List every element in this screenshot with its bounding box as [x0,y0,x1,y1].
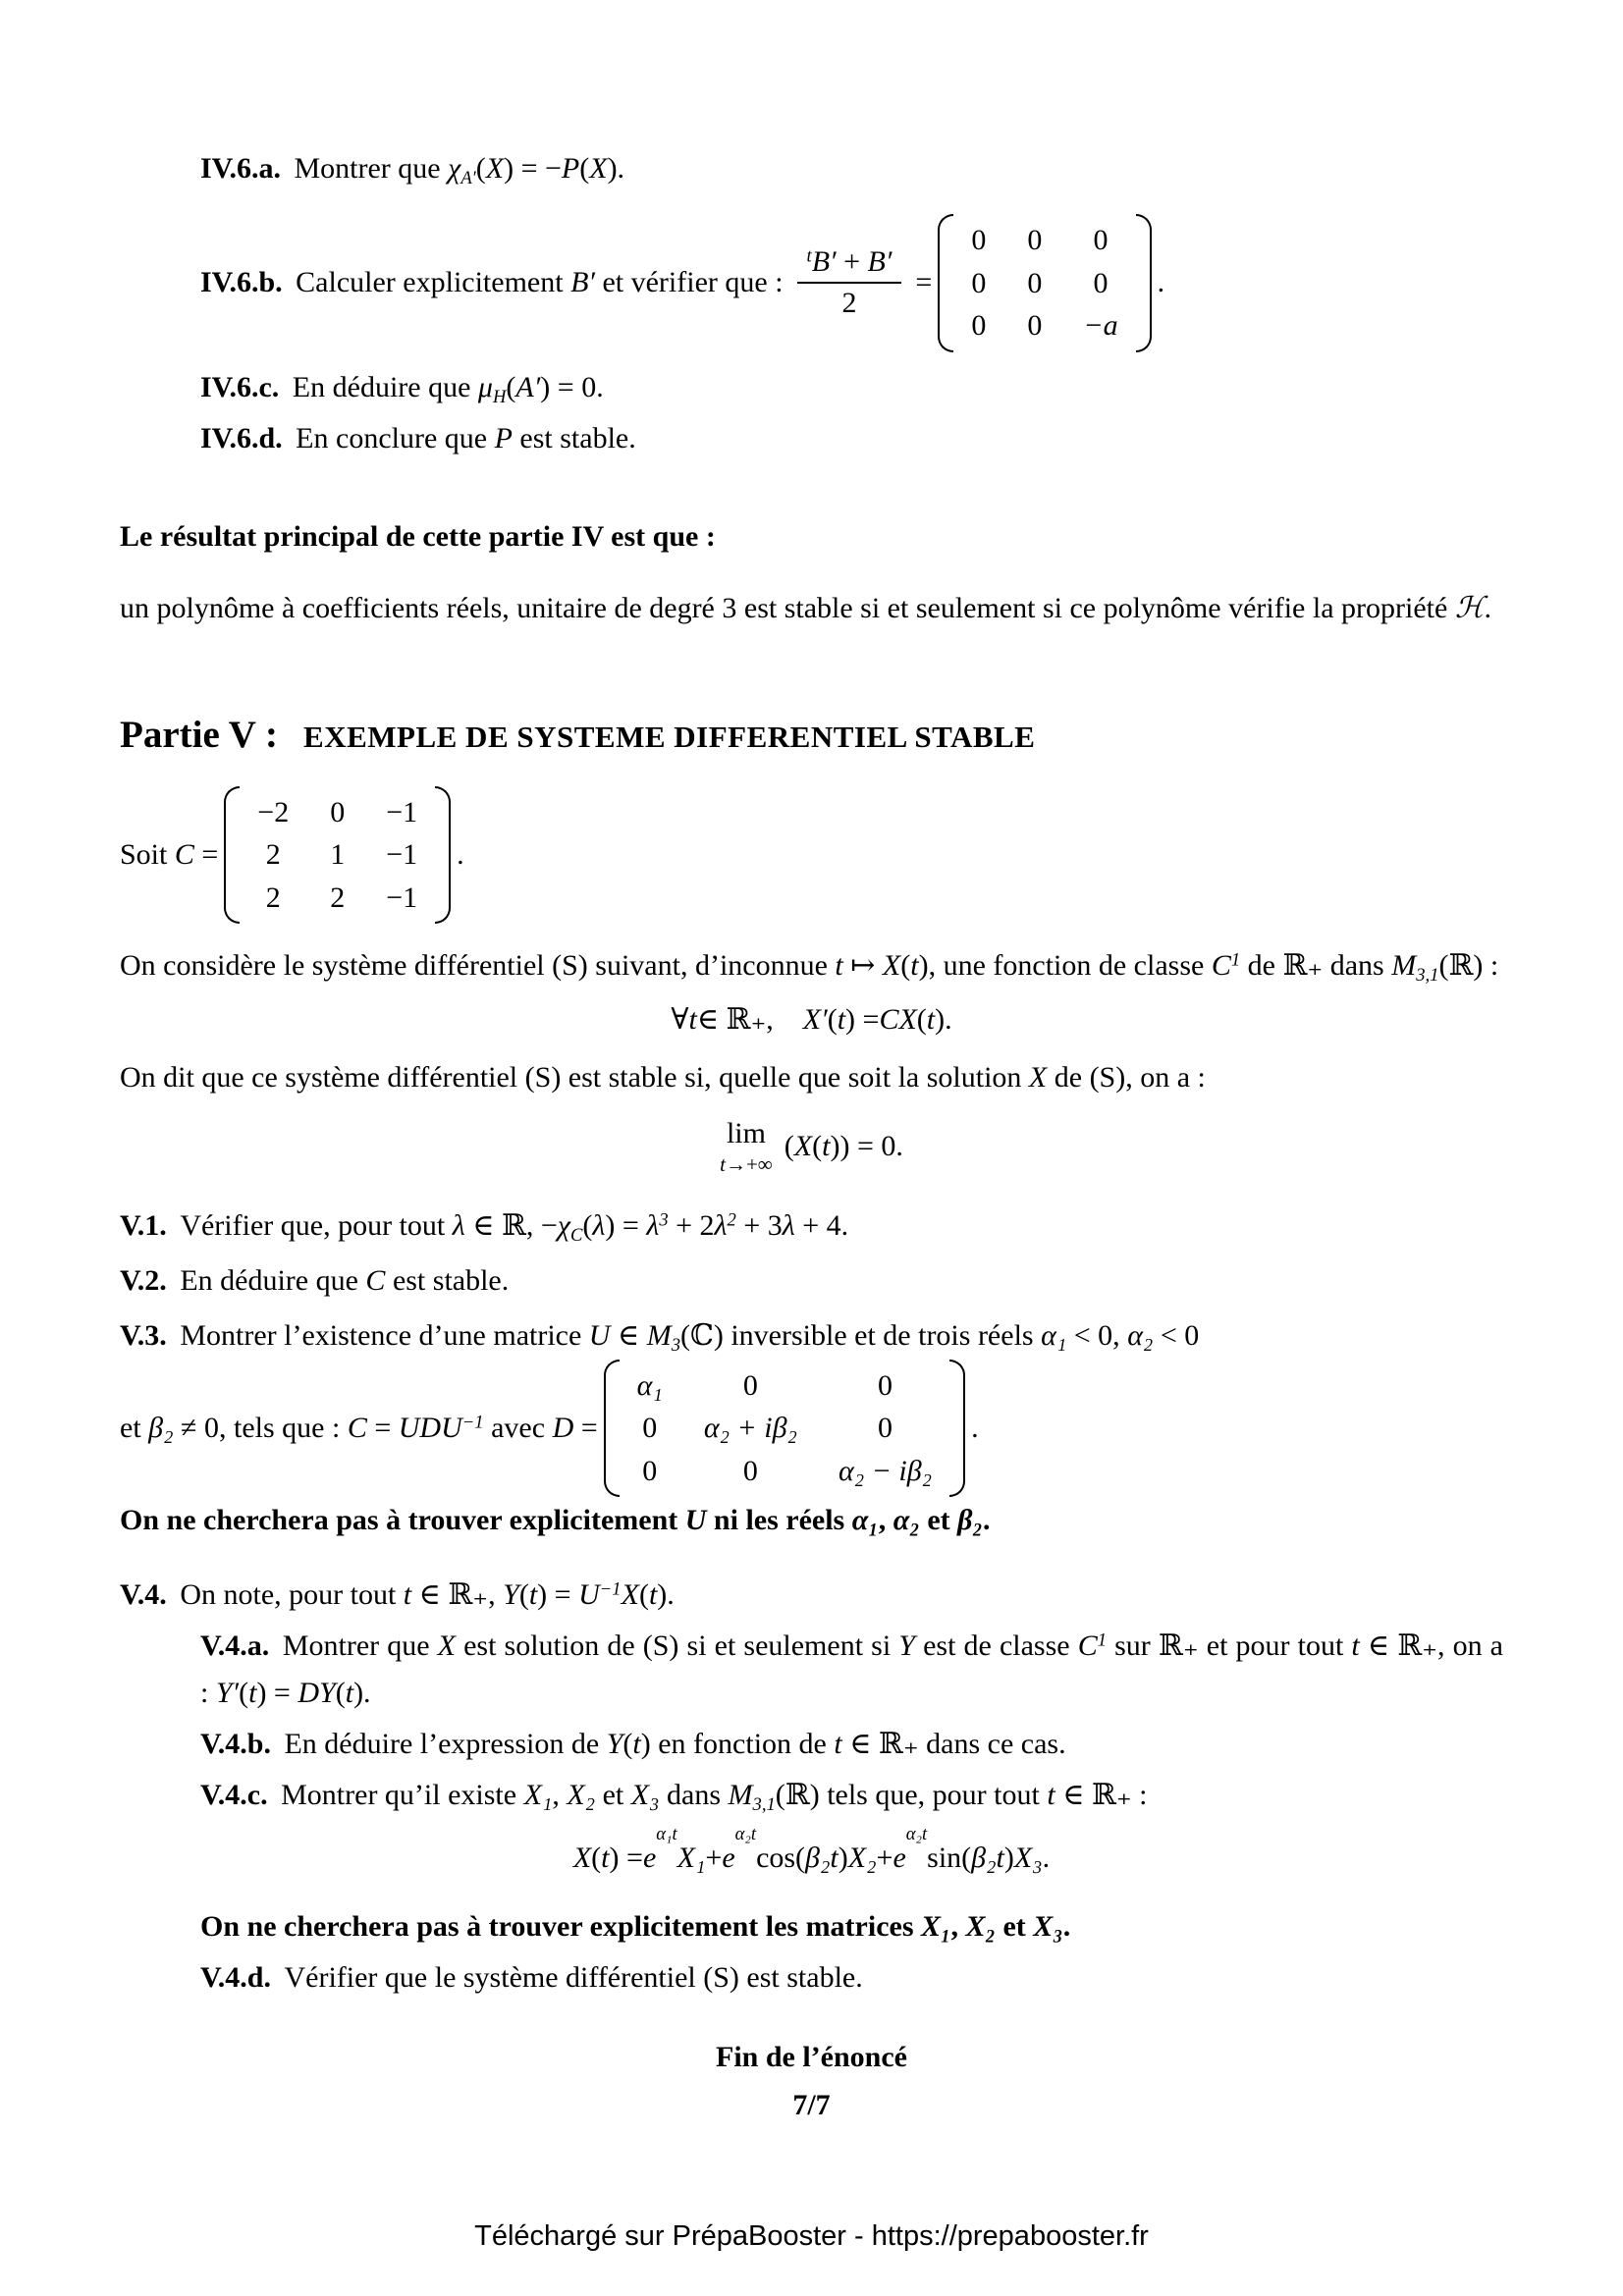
warning-no-explicit-u: On ne cherchera pas à trouver explicitement U ni les réels α₁, α₂ et β₂. [120,1504,991,1537]
question-iv6d [120,415,1503,462]
matrix-d [604,1360,965,1498]
question-v4 [120,1572,1503,1619]
matrix-cell: α₂ + iβ₂ [703,1412,797,1445]
period: . [1157,266,1165,299]
question-v4d-label: V.4.d. [200,1961,271,1995]
paren-right-icon [1136,214,1152,352]
period: . [457,837,464,871]
question-v4-label: V.4. [120,1578,167,1612]
footer-credit: Téléchargé sur PrépaBooster - https://prepabooster.fr [474,2220,1149,2252]
solution-equation: X ( t ) = e α₁t X₁ + e α₂t cos( β₂t ) X₂ + e α₂t sin( β₂t ) X₃ . [572,1824,1051,1875]
matrix-symmetric-result [938,214,1151,352]
lim-word: lim [726,1116,766,1149]
question-iv6b-text: Calculer explicitement B′ et vérifier que : [296,266,784,299]
d-matrix-intro: et β₂ ≠ 0, tels que : $C = UDU^{-1}$ avec D = [120,1412,598,1445]
matrix-cells [627,1360,942,1498]
question-iv6d-label: IV.6.d. [200,421,283,454]
matrix-cell: 0 [1093,224,1109,256]
paren-right-icon [435,786,451,925]
fraction-denominator: 2 [841,287,857,320]
limit-expression: (X(t)) = 0. [784,1130,903,1163]
question-iv6c [120,364,1503,411]
end-of-statement: Fin de l’énoncé [716,2041,907,2074]
matrix-cell: −2 [257,795,290,828]
limit-equation [120,1116,1503,1176]
matrix-cells [961,214,1127,352]
matrix-cell: 0 [1027,266,1043,299]
period: . [971,1412,979,1445]
question-iv6b [120,214,1503,352]
matrix-cell: 0 [878,1368,893,1402]
question-iv6d-text: En conclure que P est stable. [296,421,636,454]
part-v-title: EXEMPLE DE SYSTEME DIFFERENTIEL STABLE [303,719,1036,754]
question-v2 [120,1257,1503,1305]
lim-subscript: t→+∞ [720,1151,773,1176]
question-v4a-text: Montrer que X est solution de (S) si et seulement si Y est de classe $C^1$ sur ℝ₊ et pour tout t ∈ ℝ₊, on a : Y′(t) = DY(t). [200,1629,1503,1710]
question-v4a [120,1623,1503,1717]
matrix-cell: 0 [1027,224,1043,256]
page-number: 7/7 [792,2089,831,2121]
limit-operator [720,1116,773,1176]
matrix-cell: 2 [265,881,281,914]
matrix-cell: 0 [1027,309,1043,342]
paren-left-icon [604,1360,620,1498]
result-heading: Le résultat principal de cette partie IV est que : [120,519,716,553]
paren-right-icon [949,1360,965,1498]
matrix-cell: α₁ [636,1368,663,1402]
matrix-cell: −1 [386,881,418,914]
question-v4d-text: Vérifier que le système différentiel (S) est stable. [284,1961,863,1995]
matrix-cell: 2 [330,881,346,914]
part-v-label: Partie V : [120,713,279,756]
matrix-cell: 0 [742,1454,758,1487]
matrix-cell: 0 [971,309,987,342]
question-v1-label: V.1. [120,1208,167,1242]
fraction-tb-plus-b-over-2 [797,245,902,320]
matrix-cell: −1 [386,838,418,872]
question-iv6c-label: IV.6.c. [200,370,280,403]
matrix-cell: α₂ − iβ₂ [838,1454,933,1487]
matrix-cell: 0 [878,1412,893,1445]
definition-matrix-d [120,1360,1503,1498]
paren-left-icon [224,786,240,925]
matrix-cell: 0 [642,1454,658,1487]
question-v3-text: Montrer l’existence d’une matrice U ∈ $M_3(ℂ)$ inversible et de trois réels α₁ < 0, α₂ < 0 [180,1318,1200,1356]
question-v4-text: On note, pour tout t ∈ ℝ₊, $Y(t) = U^{-1}X(t)$. [180,1578,675,1612]
system-equation: ∀ t ∈ ℝ₊, X′ ( t ) = CX ( t ). [671,1002,952,1036]
system-intro: On considère le système différentiel (S) suivant, d’inconnue t ↦ X(t), une fonction de classe $C^1$ de ℝ₊ dans $M_{3,1}(ℝ)$ : [120,949,1499,987]
question-iv6c-text: En déduire que $\mu_H(A') = 0$. [292,370,604,407]
question-v4c-text: Montrer qu’il existe X₁, X₂ et X₃ dans $M_{3,1}(ℝ)$ tels que, pour tout t ∈ ℝ₊ : [281,1779,1148,1816]
question-v4d [120,1954,1503,2002]
matrix-cell: −a [1083,309,1118,342]
fraction-numerator: $^t$B′ + B′ [797,245,902,284]
matrix-cell: −1 [386,795,418,828]
result-body: un polynôme à coefficients réels, unitaire de degré 3 est stable si et seulement si ce polynôme vérifie la propriété ℋ. [120,591,1491,624]
question-v2-label: V.2. [120,1263,167,1297]
matrix-cell: 1 [330,838,346,872]
part-v-heading [120,713,1503,759]
question-v3 [120,1312,1503,1360]
question-iv6a-text: Montrer que $\chi_{A'}(X) = -P(X)$. [294,152,625,188]
question-iv6a [120,145,1503,192]
definition-matrix-c [120,786,1503,925]
question-v3-label: V.3. [120,1318,167,1352]
question-v4b-label: V.4.b. [200,1728,271,1761]
question-v2-text: En déduire que C est stable. [180,1263,510,1297]
warning-no-explicit-x: On ne cherchera pas à trouver explicitement les matrices X₁, X₂ et X₃. [200,1910,1071,1944]
question-v4c [120,1772,1503,1819]
matrix-cell: 0 [971,266,987,299]
question-iv6a-label: IV.6.a. [200,152,281,185]
question-v4b [120,1721,1503,1768]
question-v1-text: Vérifier que, pour tout λ ∈ ℝ, $-\chi_C(\lambda) = \lambda^3 + 2\lambda^2 + 3\lambda + 4$. [180,1208,849,1246]
stability-definition: On dit que ce système différentiel (S) est stable si, quelle que soit la solution X de (S), on a : [120,1060,1206,1094]
question-v1 [120,1202,1503,1250]
matrix-cell: 0 [642,1412,658,1445]
question-v4c-label: V.4.c. [200,1779,268,1812]
question-iv6b-label: IV.6.b. [200,266,283,299]
equals-sign: = [915,266,933,299]
soit-c-text: Soit C = [120,837,219,871]
matrix-c [224,786,451,925]
matrix-cell: 0 [330,795,346,828]
matrix-cell: 0 [742,1368,758,1402]
paren-left-icon [938,214,953,352]
matrix-cell: 0 [1093,266,1109,299]
question-v4b-text: En déduire l’expression de Y(t) en fonction de t ∈ ℝ₊ dans ce cas. [284,1728,1066,1761]
matrix-cells [247,786,427,925]
matrix-cell: 0 [971,224,987,256]
question-v4a-label: V.4.a. [200,1629,270,1663]
matrix-cell: 2 [265,838,281,872]
